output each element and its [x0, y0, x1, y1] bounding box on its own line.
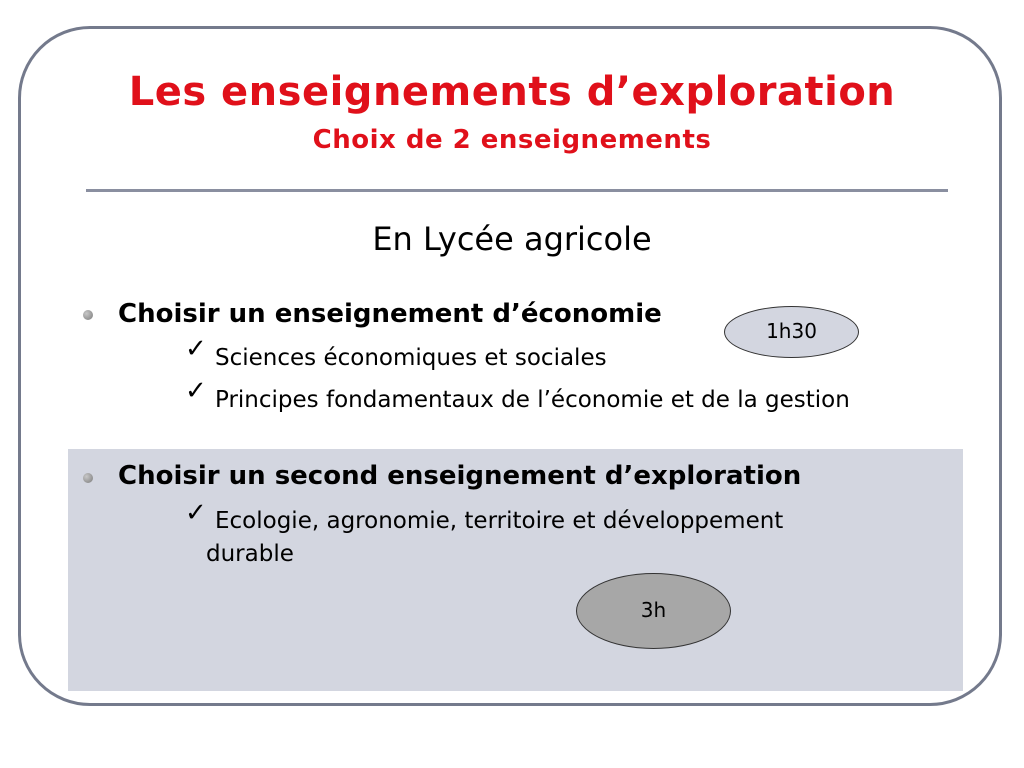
- bullet-dot-icon: [83, 310, 93, 320]
- section-heading: En Lycée agricole: [372, 220, 652, 258]
- bullet-dot-icon: [83, 473, 93, 483]
- checkmark-icon: ✓: [185, 498, 207, 528]
- item-pfeg: Principes fondamentaux de l’économie et de la gestion: [215, 387, 850, 413]
- title-divider: [86, 189, 948, 192]
- duration-badge-1h30: 1h30: [724, 306, 859, 358]
- slide-subtitle: Choix de 2 enseignements: [312, 125, 712, 155]
- checkmark-icon: ✓: [185, 334, 207, 364]
- item-ecologie-line1: Ecologie, agronomie, territoire et développement: [215, 508, 784, 534]
- bullet-second-exploration: Choisir un second enseignement d’exploration: [118, 461, 802, 491]
- slide-title: Les enseignements d’exploration: [128, 69, 896, 115]
- item-ecologie-line2: durable: [206, 541, 294, 567]
- duration-badge-3h: 3h: [576, 573, 731, 649]
- checkmark-icon: ✓: [185, 376, 207, 406]
- bullet-economy: Choisir un enseignement d’économie: [118, 299, 662, 329]
- item-ses: Sciences économiques et sociales: [215, 345, 607, 371]
